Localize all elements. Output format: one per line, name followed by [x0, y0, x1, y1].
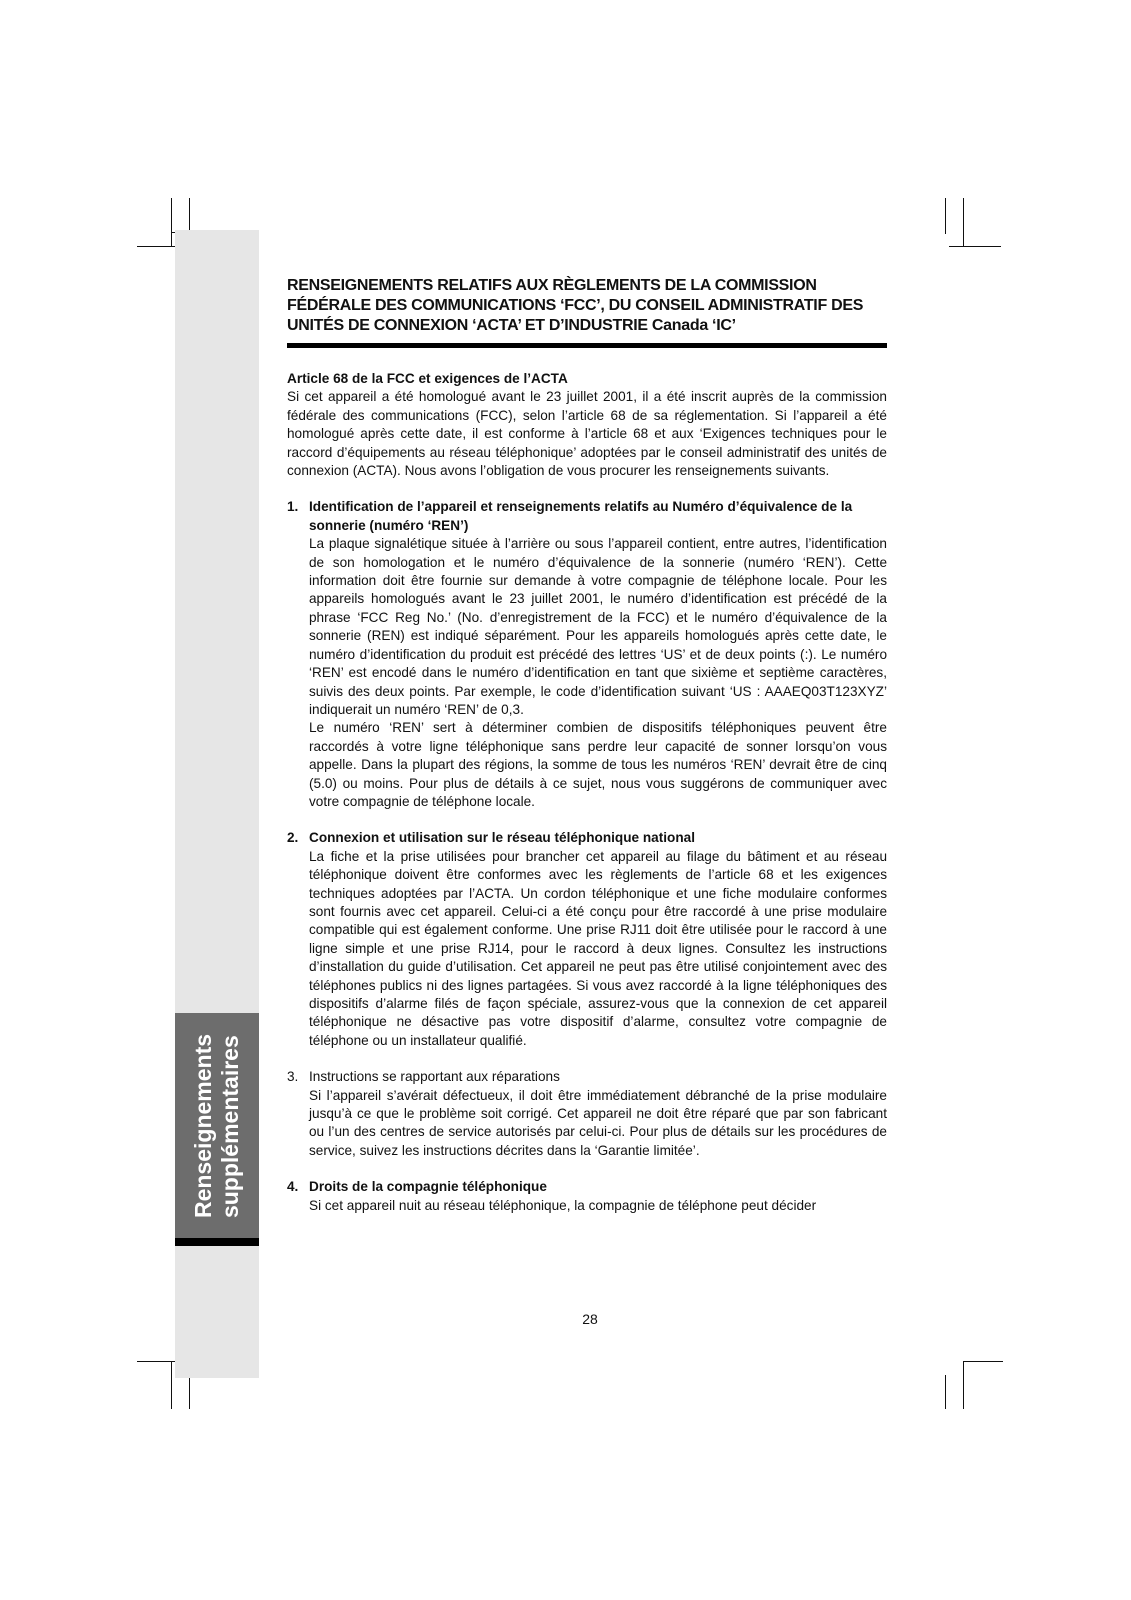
list-item	[287, 829, 887, 1050]
regulation-list	[287, 498, 887, 1215]
list-item	[287, 1068, 887, 1160]
page-content	[287, 276, 887, 1215]
title-rule	[287, 343, 887, 348]
crop-mark	[963, 1361, 964, 1409]
item-title: Instructions se rapportant aux réparations	[309, 1069, 560, 1085]
item-title: Connexion et utilisation sur le réseau téléphonique national	[309, 830, 695, 846]
item-title: Identification de l’appareil et renseignements relatifs au Numéro d’équivalence de la sonnerie (numéro ‘REN’)	[309, 499, 853, 533]
crop-mark	[949, 246, 1001, 247]
side-tab-label	[190, 1034, 244, 1218]
crop-mark	[945, 198, 946, 234]
side-tab-bar	[175, 1238, 259, 1246]
article-heading: Article 68 de la FCC et exigences de l’ACTA	[287, 371, 568, 386]
article-body: Si cet appareil a été homologué avant le 23 juillet 2001, il a été inscrit auprès de la commission fédérale des communications (FCC), selon l’article 68 de sa réglementation. Si l’appareil a été homologué après cette date, il est conforme à l’article 68 et aux ‘Exigences techniques pour le raccord d’équipements au réseau téléphonique’ adoptées par le conseil administratif des unités de connexion (ACTA). Nous avons l’obligation de vous procurer les renseignements suivants.	[287, 389, 887, 479]
article-section	[287, 370, 887, 480]
item-number: 1.	[287, 499, 299, 515]
item-paragraph: Le numéro ‘REN’ sert à déterminer combien de dispositifs téléphoniques peuvent être raccordés à votre ligne téléphonique sans perdre leur capacité de sonner lorsqu’on vous appelle. Dans la plupart des régions, la somme de tous les numéros ‘REN’ devrait être de cinq (5.0) ou moins. Pour plus de détails à ce sujet, nous vous suggérons de communiquer avec votre compagnie de téléphone locale.	[309, 720, 887, 809]
item-number: 2.	[287, 830, 299, 846]
list-item	[287, 498, 887, 811]
list-item	[287, 1178, 887, 1215]
page-title: RENSEIGNEMENTS RELATIFS AUX RÈGLEMENTS DE LA COMMISSION FÉDÉRALE DES COMMUNICATIONS ‘FCC’, DU CONSEIL ADMINISTRATIF DES UNITÉS DE CONNEXION ‘ACTA’ ET D’INDUSTRIE Canada ‘IC’	[287, 277, 864, 334]
side-tab-label-line2: supplémentaires	[217, 1035, 243, 1219]
page-number: 28	[582, 1311, 598, 1327]
crop-mark	[189, 1375, 190, 1409]
crop-mark	[189, 198, 190, 234]
item-paragraph: Si cet appareil nuit au réseau téléphonique, la compagnie de téléphone peut décider	[309, 1197, 817, 1213]
item-number: 4.	[287, 1179, 299, 1195]
item-paragraph: La fiche et la prise utilisées pour brancher cet appareil au filage du bâtiment et au réseau téléphonique doivent être conformes avec les règlements de l’article 68 et les exigences techniques adoptées par l’ACTA. Un cordon téléphonique et une fiche modulaire conformes sont fournis avec cet appareil. Celui-ci a été conçu pour être raccordé à une prise modulaire compatible qui est également conforme. Une prise RJ11 doit être utilisée pour le raccord à une ligne simple et une prise RJ14, pour le raccord à deux lignes. Consultez les instructions d’installation du guide d’utilisation. Cet appareil ne peut pas être utilisé conjointement avec des téléphones publics ni des lignes partagées. Si vous avez raccordé à la ligne téléphoniques des dispositifs d’alarme filés de façon spéciale, assurez-vous que la connexion de cet appareil téléphonique ne désactive pas votre dispositif d’alarme, consultez votre compagnie de téléphone ou un installateur qualifié.	[309, 848, 887, 1048]
crop-mark	[171, 1361, 172, 1409]
crop-mark	[963, 198, 964, 246]
item-title: Droits de la compagnie téléphonique	[309, 1179, 547, 1195]
item-number: 3.	[287, 1069, 299, 1085]
item-paragraph: Si l’appareil s’avérait défectueux, il doit être immédiatement débranché de la prise modulaire jusqu’à ce que le problème soit corrigé. Cet appareil ne doit être réparé que par son fabricant ou l’un des centres de service autorisés par celui-ci. Pour plus de détails sur les procédures de service, suivez les instructions décrites dans la ‘Garantie limitée’.	[309, 1087, 887, 1158]
crop-mark	[945, 1375, 946, 1409]
item-paragraph: La plaque signalétique située à l’arrière ou sous l’appareil contient, entre autres, l’identification de son homologation et le numéro d’équivalence de la sonnerie (numéro ‘REN’). Cette information doit être fournie sur demande à votre compagnie de téléphone locale. Pour les appareils homologués avant le 23 juillet 2001, le numéro d’identification est précédé de la phrase ‘FCC Reg No.’ (No. d’enregistrement de la FCC) et le numéro d’équivalence de la sonnerie (REN) est indiqué séparément. Pour les appareils homologués après cette date, le numéro d’identification du produit est précédé des lettres ‘US’ et de deux points (:). Le numéro ‘REN’ est encodé dans le numéro d’identification en tant que sixième et septième caractères, suivis des deux points. Par exemple, le code d’identification suivant ‘US : AAAEQ03T123XYZ’ indiquerait un numéro ‘REN’ de 0,3.	[309, 536, 887, 717]
crop-mark	[963, 1361, 1003, 1362]
crop-mark	[171, 198, 172, 246]
side-tab-label-line1: Renseignements	[190, 1033, 216, 1219]
